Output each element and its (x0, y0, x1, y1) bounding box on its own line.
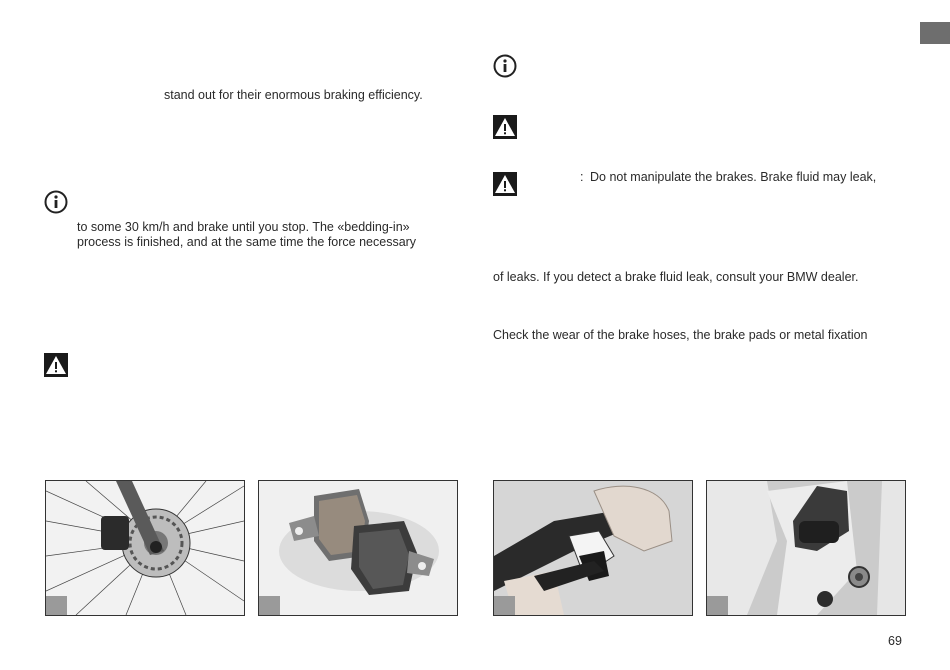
intro-text: stand out for their enormous braking efficiency. (164, 88, 423, 102)
wear-text: Check the wear of the brake hoses, the brake pads or metal fixation (493, 328, 868, 342)
photo-brake-pads (258, 480, 458, 616)
bedding-in-line-2: process is finished, and at the same time the force necessary (77, 235, 417, 249)
warning-triangle-icon (44, 353, 68, 382)
photo-corner-marker (259, 596, 280, 615)
info-icon (493, 54, 517, 83)
info-icon (44, 190, 68, 219)
leak-text: of leaks. If you detect a brake fluid leak, consult your BMW dealer. (493, 270, 859, 284)
photo-brake-lever-hand (493, 480, 693, 616)
warning-triangle-icon (493, 172, 517, 201)
caution-text: Do not manipulate the brakes. Brake fluid may leak, (590, 170, 877, 184)
caution-label-separator: : (580, 170, 584, 184)
photo-corner-marker (46, 596, 67, 615)
page-number: 69 (888, 634, 902, 648)
photo-corner-marker (707, 596, 728, 615)
warning-triangle-icon (493, 115, 517, 144)
section-tab-marker (920, 22, 950, 44)
photo-disc-brake-wheel (45, 480, 245, 616)
photo-corner-marker (494, 596, 515, 615)
bedding-in-line-1: to some 30 km/h and brake until you stop. The «bedding-in» (77, 220, 410, 234)
photo-caliper-closeup (706, 480, 906, 616)
